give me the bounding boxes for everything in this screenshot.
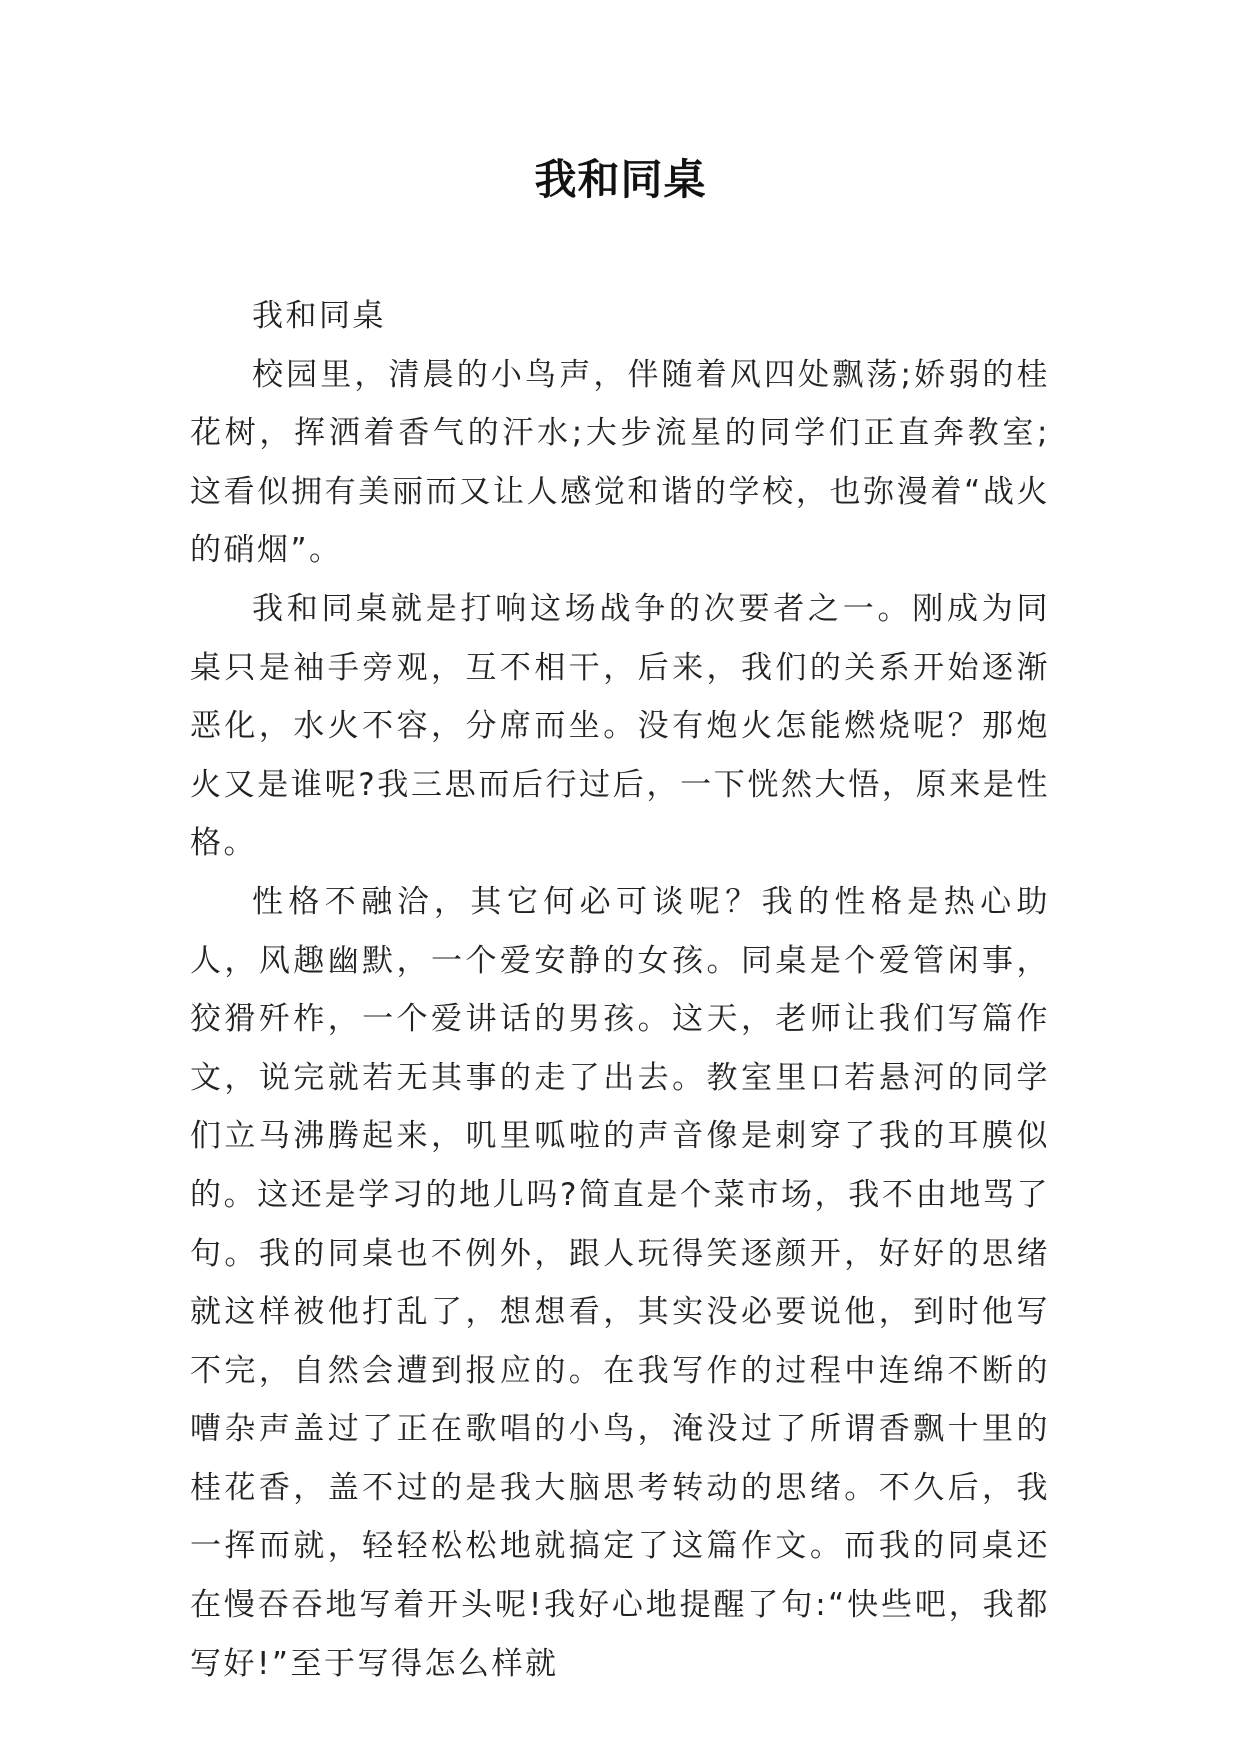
paragraph: 性格不融洽，其它何必可谈呢？我的性格是热心助人，风趣幽默，一个爱安静的女孩。同桌是个爱管闲事，狡猾歼柞，一个爱讲话的男孩。这天，老师让我们写篇作文，说完就若无其事的走了出去。教室里口若悬河的同学们立马沸腾起来，叽里呱啦的声音像是刺穿了我的耳膜似的。这还是学习的地儿吗?简直是个菜市场，我不由地骂了句。我的同桌也不例外，跟人玩得笑逐颜开，好好的思绪就这样被他打乱了，想想看，其实没必要说他，到时他写不完，自然会遭到报应的。在我写作的过程中连绵不断的嘈杂声盖过了正在歌唱的小鸟，淹没过了所谓香飘十里的桂花香，盖不过的是我大脑思考转动的思绪。不久后，我一挥而就，轻轻松松地就搞定了这篇作文。而我的同桌还在慢吞吞地写着开头呢!我好心地提醒了句:“快些吧，我都写好!”至于写得怎么样就 — [190, 883, 1050, 1682]
paragraph: 我和同桌就是打响这场战争的次要者之一。刚成为同桌只是袖手旁观，互不相干，后来，我们的关系开始逐渐恶化，水火不容，分席而坐。没有炮火怎能燃烧呢？那炮火又是谁呢?我三思而后行过后，一下恍然大悟，原来是性格。 — [190, 590, 1050, 862]
paragraph-heading: 我和同桌 — [252, 298, 386, 334]
paragraph: 校园里，清晨的小鸟声，伴随着风四处飘荡;娇弱的桂花树，挥洒着香气的汗水;大步流星的同学们正直奔教室;这看似拥有美丽而又让人感觉和谐的学校，也弥漫着“战火的硝烟”。 — [190, 356, 1050, 569]
document-body — [190, 287, 1050, 1693]
document-title: 我和同桌 — [534, 155, 707, 204]
